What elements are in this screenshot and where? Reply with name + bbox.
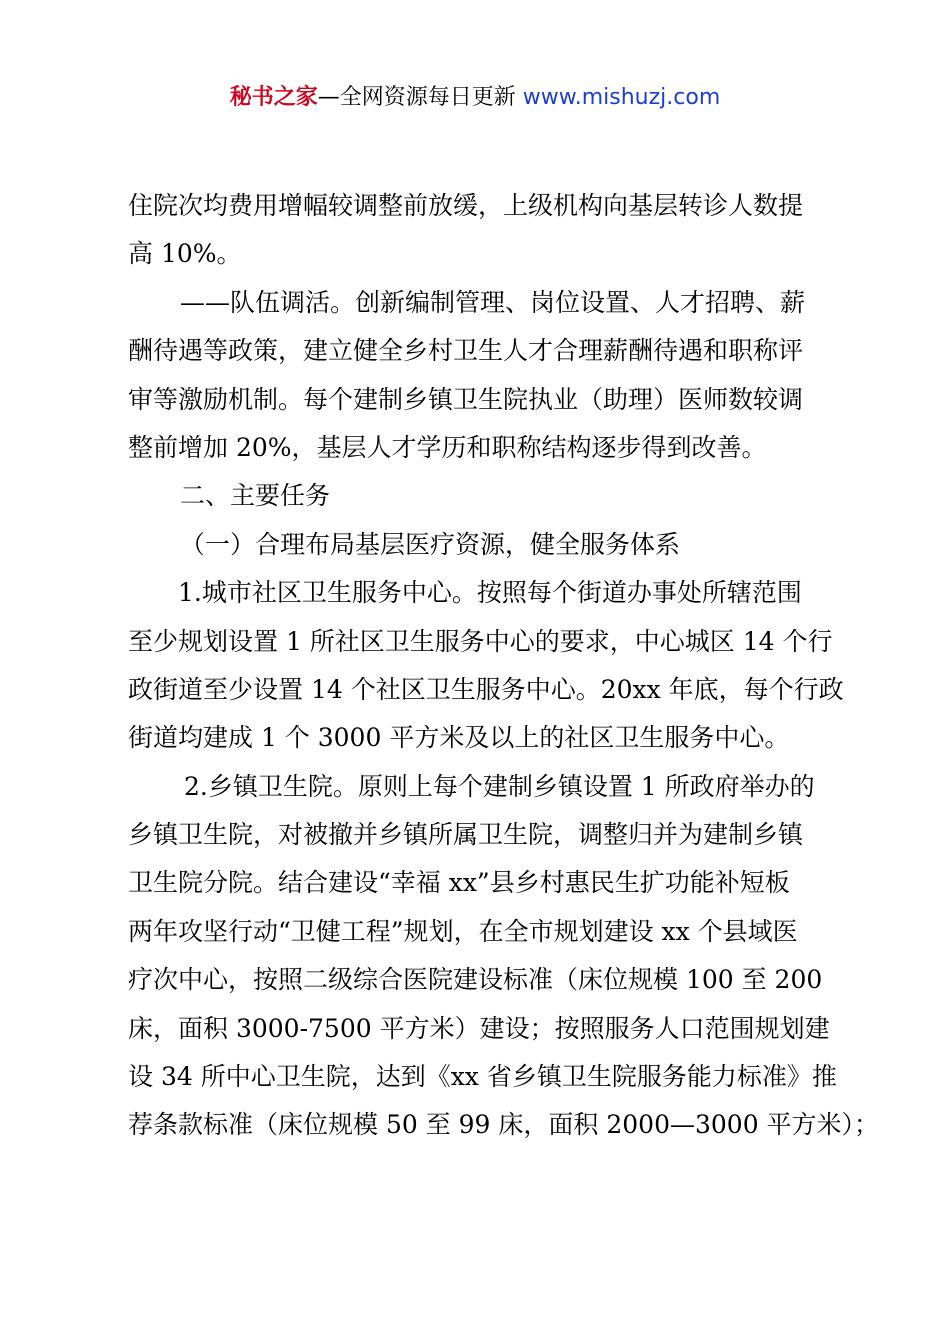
text-line: 疗次中心，按照二级综合医院建设标准（床位规模 100 至 200 (128, 965, 823, 995)
text-line: 2.乡镇卫生院。原则上每个建制乡镇设置 1 所政府举办的 (184, 771, 815, 801)
text-line: 设 34 所中心卫生院，达到《xx 省乡镇卫生院服务能力标准》推 (128, 1062, 837, 1092)
site-brand: 秘书之家 (229, 85, 318, 110)
subsection-heading: （一）合理布局基层医疗资源，健全服务体系 (180, 529, 681, 559)
site-header (0, 80, 950, 111)
text-line: 酬待遇等政策，建立健全乡村卫生人才合理薪酬待遇和职称评 (128, 336, 804, 366)
document-body (128, 182, 880, 1150)
section-heading: 二、主要任务 (180, 481, 331, 511)
site-url-link[interactable]: www.mishuzj.com (522, 85, 721, 110)
text-line: ——队伍调活。创新编制管理、岗位设置、人才招聘、薪 (180, 287, 806, 317)
site-tagline: —全网资源每日更新 (317, 85, 516, 110)
text-line: 乡镇卫生院，对被撤并乡镇所属卫生院，调整归并为建制乡镇 (128, 820, 804, 850)
text-line: 审等激励机制。每个建制乡镇卫生院执业（助理）医师数较调 (128, 384, 804, 414)
text-line: 整前增加 20%，基层人才学历和职称结构逐步得到改善。 (128, 432, 767, 462)
text-line: 床，面积 3000-7500 平方米）建设；按照服务人口范围规划建 (128, 1013, 830, 1043)
text-line: 荐条款标准（床位规模 50 至 99 床，面积 2000—3000 平方米）； (128, 1110, 880, 1140)
text-line: 高 10%。 (128, 239, 242, 269)
text-line: 街道均建成 1 个 3000 平方米及以上的社区卫生服务中心。 (128, 723, 790, 753)
text-line: 1.城市社区卫生服务中心。按照每个街道办事处所辖范围 (178, 578, 802, 608)
text-line: 政街道至少设置 14 个社区卫生服务中心。20xx 年底，每个行政 (128, 674, 844, 704)
text-line: 住院次均费用增幅较调整前放缓，上级机构向基层转诊人数提 (128, 191, 804, 220)
text-line: 两年攻坚行动“卫健工程”规划，在全市规划建设 xx 个县域医 (128, 916, 798, 946)
text-line: 至少规划设置 1 所社区卫生服务中心的要求，中心城区 14 个行 (128, 626, 833, 656)
text-line: 卫生院分院。结合建设“幸福 xx”县乡村惠民生扩功能补短板 (128, 868, 790, 898)
